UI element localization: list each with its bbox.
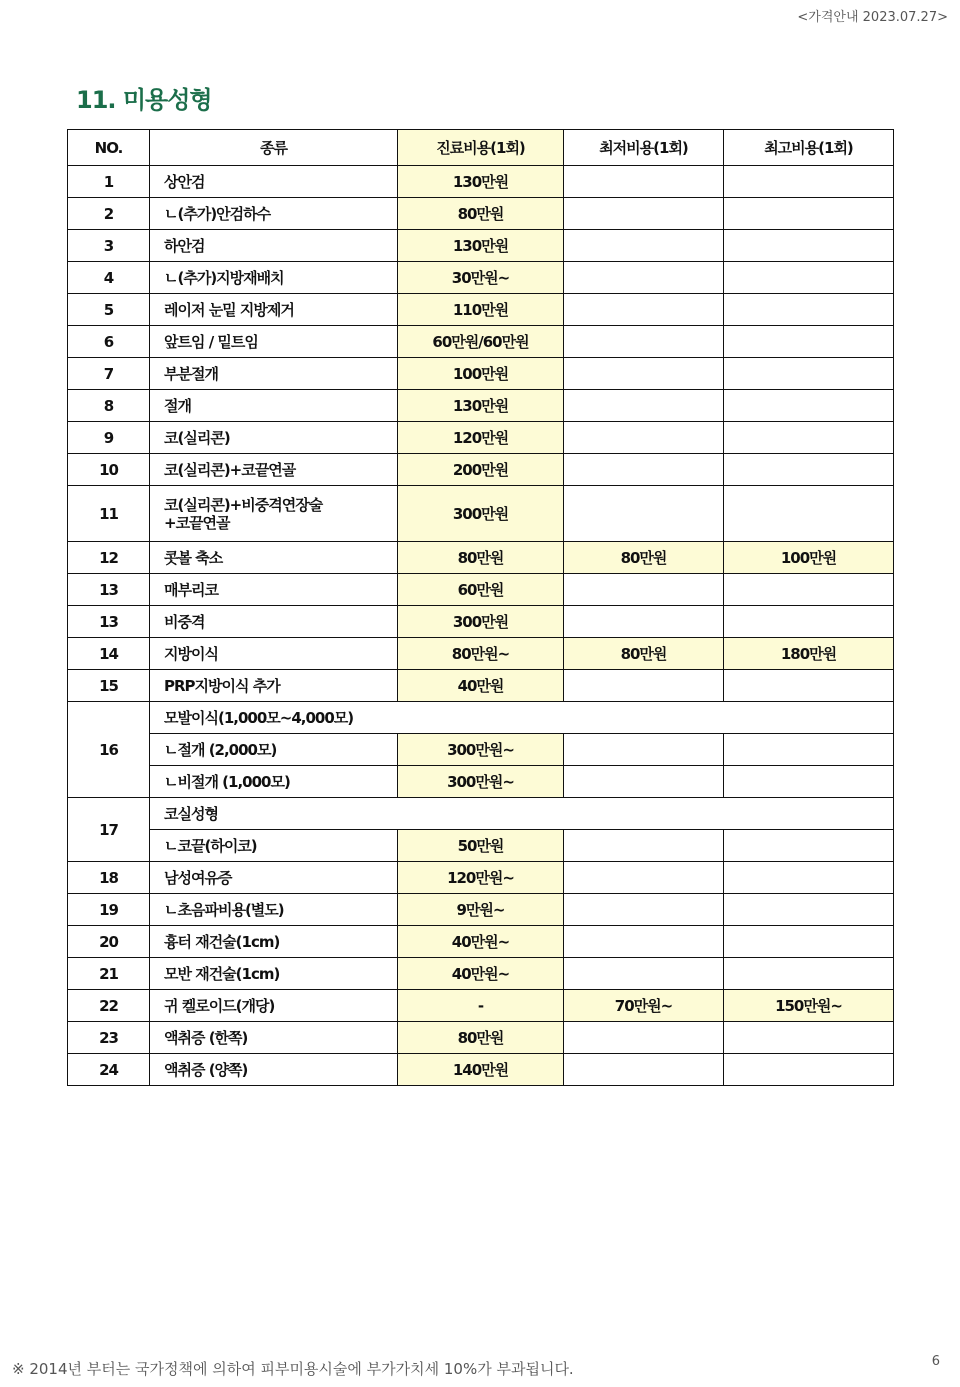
procedure-name: ㄴ비절개 (1,000모): [150, 766, 398, 798]
procedure-name: [150, 486, 398, 542]
max-cost-cell: [724, 606, 894, 638]
column-header-cost: 진료비용(1회): [398, 130, 564, 166]
min-cost-cell: [564, 358, 724, 390]
cost-cell: 80만원: [398, 1022, 564, 1054]
header-note: <가격안내 2023.07.27>: [797, 10, 948, 25]
procedure-name: [150, 862, 398, 894]
table-row: [68, 198, 894, 230]
cost-cell: 80만원~: [398, 638, 564, 670]
table-row: [68, 670, 894, 702]
table-row: [68, 862, 894, 894]
cost-cell: 100만원: [398, 358, 564, 390]
procedure-name-line: 콧볼 축소: [164, 549, 223, 567]
max-cost-cell: [724, 926, 894, 958]
max-cost-cell: [724, 894, 894, 926]
procedure-name-line: 하안검: [164, 237, 205, 255]
row-number: 10: [68, 454, 150, 486]
max-cost-cell: [724, 358, 894, 390]
table-row: [68, 326, 894, 358]
min-cost-cell: [564, 326, 724, 358]
procedure-name-line: 지방이식: [164, 645, 218, 663]
max-cost-cell: [724, 422, 894, 454]
table-row: [68, 798, 894, 830]
cost-cell: 80만원: [398, 542, 564, 574]
footer-note: ※ 2014년 부터는 국가정책에 의하여 피부미용시술에 부가가치세 10%가 부과됩니다.: [12, 1360, 574, 1378]
procedure-name-line: ㄴ초음파비용(별도): [164, 901, 284, 919]
row-number: 13: [68, 574, 150, 606]
row-number: 23: [68, 1022, 150, 1054]
max-cost-cell: [724, 574, 894, 606]
min-cost-cell: [564, 766, 724, 798]
row-number: 17: [68, 798, 150, 862]
row-number: 6: [68, 326, 150, 358]
row-number: 14: [68, 638, 150, 670]
table-row: [68, 454, 894, 486]
table-row: [68, 230, 894, 262]
column-header-min: 최저비용(1회): [564, 130, 724, 166]
row-number: 4: [68, 262, 150, 294]
procedure-name-line: 흉터 재건술(1cm): [164, 933, 280, 951]
row-number: 1: [68, 166, 150, 198]
cost-cell: 50만원: [398, 830, 564, 862]
max-cost-cell: 180만원: [724, 638, 894, 670]
procedure-name: [150, 894, 398, 926]
table-row: [68, 606, 894, 638]
procedure-name-line: 코(실리콘): [164, 429, 230, 447]
max-cost-cell: [724, 262, 894, 294]
procedure-name: [150, 574, 398, 606]
procedure-name-line: 귀 켈로이드(개당): [164, 997, 275, 1015]
table-subrow: [68, 830, 894, 862]
procedure-name: [150, 1054, 398, 1086]
min-cost-cell: [564, 454, 724, 486]
table-row: [68, 574, 894, 606]
row-number: 8: [68, 390, 150, 422]
procedure-name-line: 남성여유증: [164, 869, 232, 887]
min-cost-cell: [564, 862, 724, 894]
table-row: [68, 702, 894, 734]
row-number: 19: [68, 894, 150, 926]
procedure-name-line: 코(실리콘)+코끝연골: [164, 461, 296, 479]
procedure-name: [150, 606, 398, 638]
min-cost-cell: 80만원: [564, 542, 724, 574]
procedure-name-line: 모반 재건술(1cm): [164, 965, 280, 983]
row-number: 12: [68, 542, 150, 574]
cost-cell: 130만원: [398, 390, 564, 422]
table-row: [68, 990, 894, 1022]
row-number: 24: [68, 1054, 150, 1086]
row-number: 15: [68, 670, 150, 702]
table-subrow: [68, 734, 894, 766]
cost-cell: 60만원: [398, 574, 564, 606]
min-cost-cell: [564, 670, 724, 702]
max-cost-cell: [724, 230, 894, 262]
procedure-name: 코실성형: [150, 798, 894, 830]
procedure-name: [150, 454, 398, 486]
cost-cell: 120만원: [398, 422, 564, 454]
cost-cell: 80만원: [398, 198, 564, 230]
column-header-no: NO.: [68, 130, 150, 166]
procedure-name-line: 비중격: [164, 613, 205, 631]
cost-cell: 130만원: [398, 166, 564, 198]
row-number: 5: [68, 294, 150, 326]
cost-cell: 300만원: [398, 606, 564, 638]
row-number: 3: [68, 230, 150, 262]
table-row: [68, 486, 894, 542]
max-cost-cell: [724, 390, 894, 422]
procedure-name: [150, 262, 398, 294]
cost-cell: 130만원: [398, 230, 564, 262]
procedure-name: [150, 990, 398, 1022]
page-number: 6: [931, 1354, 940, 1369]
row-number: 20: [68, 926, 150, 958]
row-number: 22: [68, 990, 150, 1022]
procedure-name: [150, 390, 398, 422]
table-row: [68, 926, 894, 958]
procedure-name-line: 상안검: [164, 173, 205, 191]
min-cost-cell: [564, 422, 724, 454]
procedure-name: [150, 542, 398, 574]
max-cost-cell: 100만원: [724, 542, 894, 574]
cost-cell: 140만원: [398, 1054, 564, 1086]
cost-cell: 300만원~: [398, 766, 564, 798]
min-cost-cell: [564, 294, 724, 326]
cost-cell: 200만원: [398, 454, 564, 486]
procedure-name-line: 레이저 눈밑 지방제거: [164, 301, 294, 319]
max-cost-cell: [724, 1054, 894, 1086]
section-title: 11. 미용성형: [76, 86, 212, 114]
procedure-name: [150, 294, 398, 326]
procedure-name-line: 액취증 (양쪽): [164, 1061, 248, 1079]
table-row: [68, 894, 894, 926]
table-row: [68, 638, 894, 670]
procedure-name: [150, 958, 398, 990]
procedure-name: [150, 166, 398, 198]
min-cost-cell: 80만원: [564, 638, 724, 670]
procedure-name-line: 액취증 (한쪽): [164, 1029, 248, 1047]
max-cost-cell: [724, 830, 894, 862]
max-cost-cell: [724, 1022, 894, 1054]
min-cost-cell: [564, 574, 724, 606]
cost-cell: 9만원~: [398, 894, 564, 926]
min-cost-cell: [564, 830, 724, 862]
table-row: [68, 390, 894, 422]
procedure-name-line: +코끝연골: [164, 513, 230, 532]
cost-cell: -: [398, 990, 564, 1022]
procedure-name: [150, 1022, 398, 1054]
row-number: 9: [68, 422, 150, 454]
max-cost-cell: [724, 486, 894, 542]
procedure-name-line: 절개: [164, 397, 191, 415]
price-table: [67, 129, 894, 1086]
max-cost-cell: [724, 766, 894, 798]
row-number: 18: [68, 862, 150, 894]
table-row: [68, 422, 894, 454]
min-cost-cell: [564, 958, 724, 990]
procedure-name-line: 코(실리콘)+비중격연장술: [164, 495, 323, 514]
max-cost-cell: [724, 862, 894, 894]
table-row: [68, 1022, 894, 1054]
min-cost-cell: [564, 606, 724, 638]
table-row: [68, 358, 894, 390]
procedure-name: ㄴ코끝(하이코): [150, 830, 398, 862]
procedure-name: ㄴ절개 (2,000모): [150, 734, 398, 766]
procedure-name: [150, 422, 398, 454]
max-cost-cell: [724, 294, 894, 326]
cost-cell: 60만원/60만원: [398, 326, 564, 358]
procedure-name-line: PRP지방이식 추가: [164, 677, 280, 695]
procedure-name: [150, 198, 398, 230]
procedure-name: 모발이식(1,000모~4,000모): [150, 702, 894, 734]
table-subrow: [68, 766, 894, 798]
min-cost-cell: [564, 166, 724, 198]
procedure-name: [150, 926, 398, 958]
procedure-name: [150, 638, 398, 670]
max-cost-cell: 150만원~: [724, 990, 894, 1022]
max-cost-cell: [724, 734, 894, 766]
procedure-name-line: ㄴ(추가)안검하수: [164, 205, 271, 223]
table-row: [68, 262, 894, 294]
max-cost-cell: [724, 670, 894, 702]
procedure-name: [150, 326, 398, 358]
min-cost-cell: 70만원~: [564, 990, 724, 1022]
min-cost-cell: [564, 926, 724, 958]
table-header-row: [68, 130, 894, 166]
min-cost-cell: [564, 390, 724, 422]
table-row: [68, 1054, 894, 1086]
max-cost-cell: [724, 326, 894, 358]
table-row: [68, 294, 894, 326]
min-cost-cell: [564, 1054, 724, 1086]
cost-cell: 300만원~: [398, 734, 564, 766]
min-cost-cell: [564, 1022, 724, 1054]
table-row: [68, 542, 894, 574]
min-cost-cell: [564, 262, 724, 294]
procedure-name-line: 앞트임 / 밑트임: [164, 333, 258, 351]
cost-cell: 300만원: [398, 486, 564, 542]
min-cost-cell: [564, 486, 724, 542]
max-cost-cell: [724, 166, 894, 198]
table-body: [68, 166, 894, 1086]
cost-cell: 40만원~: [398, 958, 564, 990]
max-cost-cell: [724, 958, 894, 990]
cost-cell: 40만원: [398, 670, 564, 702]
cost-cell: 110만원: [398, 294, 564, 326]
row-number: 7: [68, 358, 150, 390]
row-number: 16: [68, 702, 150, 798]
row-number: 21: [68, 958, 150, 990]
column-header-max: 최고비용(1회): [724, 130, 894, 166]
procedure-name-line: 부분절개: [164, 365, 218, 383]
cost-cell: 40만원~: [398, 926, 564, 958]
procedure-name-line: 매부리코: [164, 581, 218, 599]
procedure-name: [150, 358, 398, 390]
min-cost-cell: [564, 198, 724, 230]
row-number: 2: [68, 198, 150, 230]
row-number: 13: [68, 606, 150, 638]
table-row: [68, 166, 894, 198]
procedure-name: [150, 670, 398, 702]
row-number: 11: [68, 486, 150, 542]
min-cost-cell: [564, 734, 724, 766]
max-cost-cell: [724, 198, 894, 230]
min-cost-cell: [564, 894, 724, 926]
table-row: [68, 958, 894, 990]
cost-cell: 120만원~: [398, 862, 564, 894]
cost-cell: 30만원~: [398, 262, 564, 294]
min-cost-cell: [564, 230, 724, 262]
procedure-name: [150, 230, 398, 262]
procedure-name-line: ㄴ(추가)지방재배치: [164, 269, 284, 287]
column-header-type: 종류: [150, 130, 398, 166]
max-cost-cell: [724, 454, 894, 486]
